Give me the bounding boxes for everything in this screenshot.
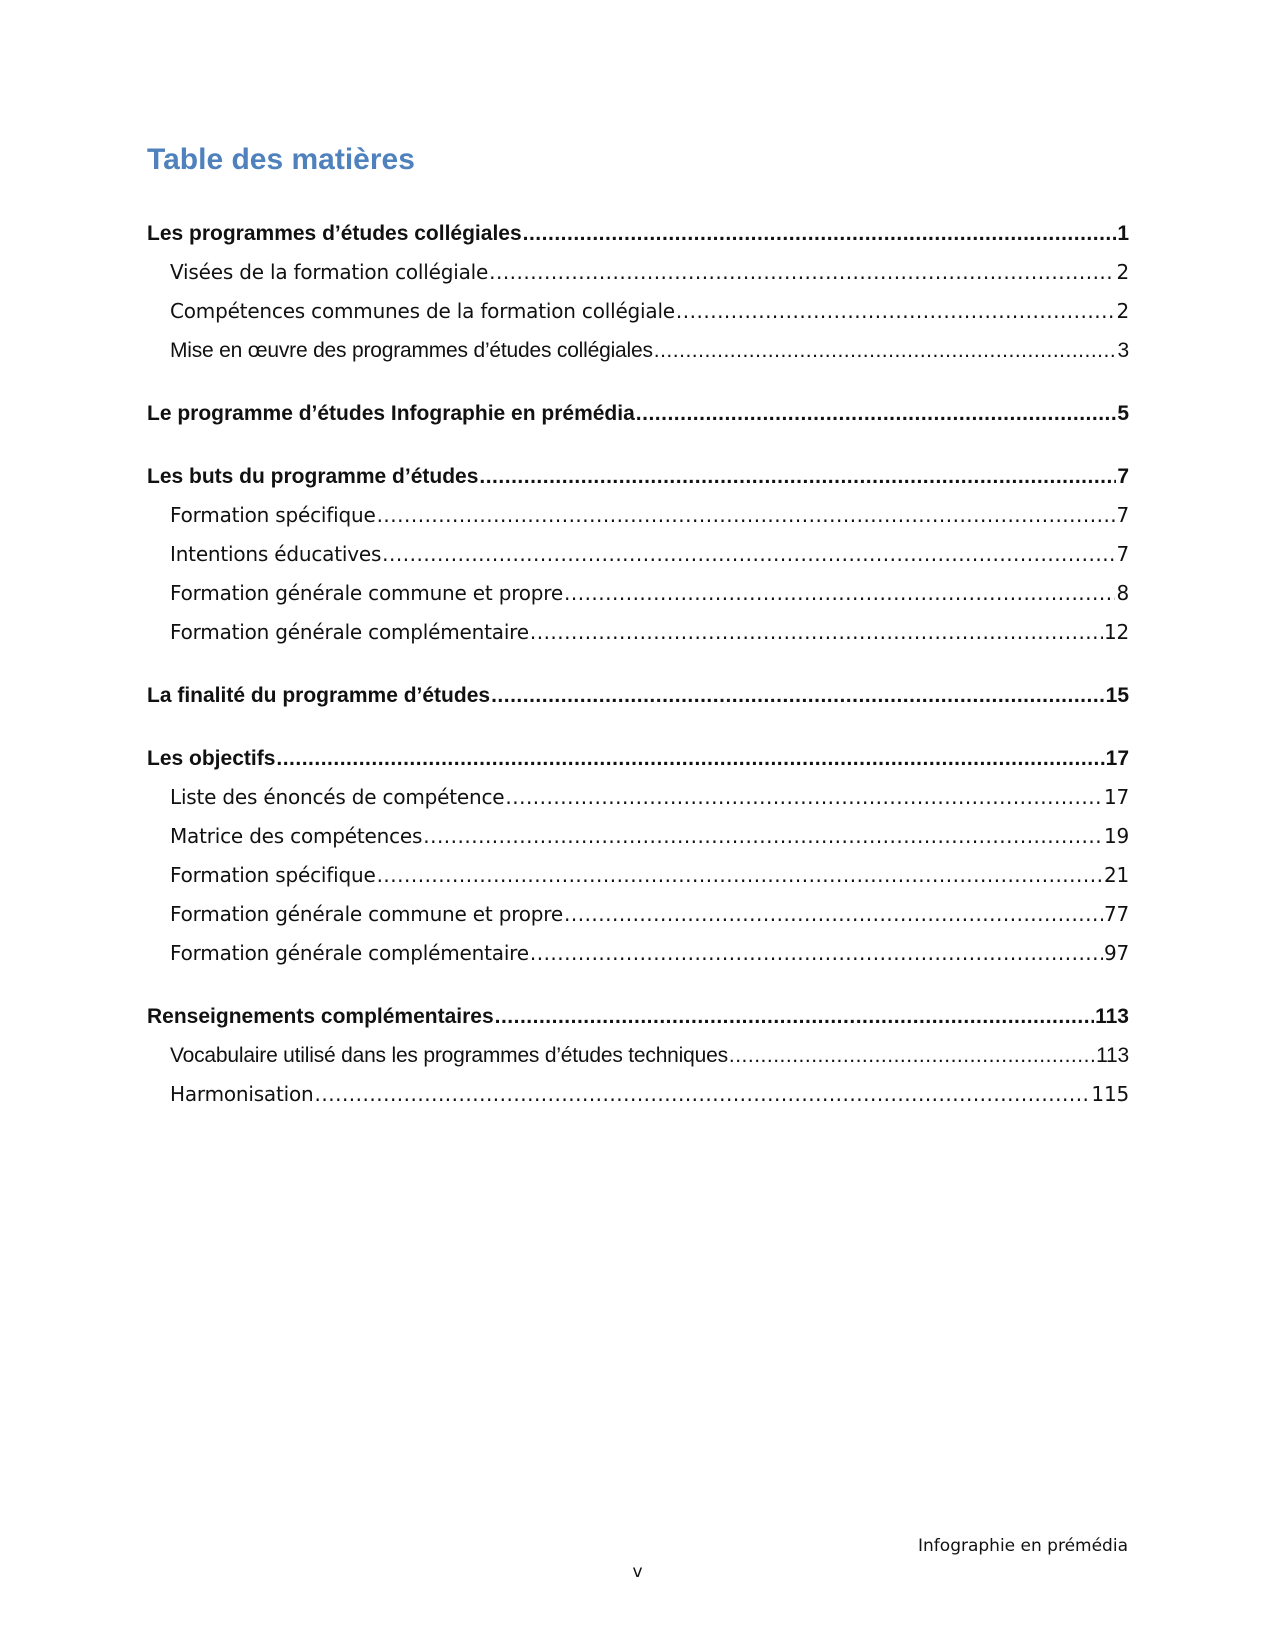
toc-entry-label: Harmonisation: [170, 1075, 314, 1114]
toc-entry-programme-infographie[interactable]: [147, 394, 1129, 433]
toc-entry-page: 3: [1118, 331, 1129, 370]
toc-leader-dots: [382, 535, 1115, 574]
toc-entry-page: 115: [1091, 1075, 1129, 1114]
toc-entry-label: Formation spécifique: [170, 496, 376, 535]
toc-leader-dots: [564, 895, 1103, 934]
toc-entry-competences-communes[interactable]: [147, 292, 1129, 331]
toc-entry-page: 97: [1104, 934, 1129, 973]
toc-entry-page: 17: [1104, 778, 1129, 817]
toc-leader-dots: [377, 856, 1103, 895]
toc-entry-intentions-educatives[interactable]: [147, 535, 1129, 574]
toc-entry-label: Le programme d’études Infographie en prémédia: [147, 394, 635, 433]
toc-entry-label: Formation générale commune et propre: [170, 574, 563, 613]
toc-entry-page: 17: [1106, 739, 1129, 778]
toc-entry-page: 113: [1095, 997, 1129, 1036]
toc-entry-objectifs[interactable]: [147, 739, 1129, 778]
toc-entry-page: 15: [1106, 676, 1129, 715]
toc-leader-dots: [530, 934, 1103, 973]
toc-entry-liste-enonces[interactable]: [147, 778, 1129, 817]
toc-entry-formation-specifique-objectifs[interactable]: [147, 856, 1129, 895]
toc-entry-label: Matrice des compétences: [170, 817, 422, 856]
toc-entry-label: Les objectifs: [147, 739, 275, 778]
toc-entry-harmonisation[interactable]: [147, 1075, 1129, 1114]
page-number: v: [632, 1562, 643, 1582]
toc-leader-dots: [530, 613, 1103, 652]
toc-leader-dots: [315, 1075, 1091, 1114]
toc-entry-matrice-competences[interactable]: [147, 817, 1129, 856]
toc-leader-dots: [676, 292, 1116, 331]
toc-entry-label: Compétences communes de la formation collégiale: [170, 292, 675, 331]
toc-entry-label: Formation générale complémentaire: [170, 934, 529, 973]
toc-entry-formation-generale-complementaire[interactable]: [147, 613, 1129, 652]
toc-leader-dots: [523, 214, 1117, 253]
toc-entry-page: 77: [1104, 895, 1129, 934]
toc-leader-dots: [423, 817, 1103, 856]
toc-entry-page: 8: [1116, 574, 1129, 613]
toc-leader-dots: [489, 253, 1115, 292]
toc-entry-page: 7: [1117, 457, 1129, 496]
toc-entry-finalite-programme[interactable]: [147, 676, 1129, 715]
toc-entry-formation-generale-complementaire-objectifs[interactable]: [147, 934, 1129, 973]
toc-entry-page: 1: [1117, 214, 1129, 253]
footer-document-title: Infographie en prémédia: [918, 1536, 1128, 1556]
toc-entry-page: 2: [1116, 292, 1129, 331]
toc-entry-label: Formation générale complémentaire: [170, 613, 529, 652]
toc-entry-page: 19: [1104, 817, 1129, 856]
toc-entry-label: Formation générale commune et propre: [170, 895, 563, 934]
toc-entry-formation-generale-commune[interactable]: [147, 574, 1129, 613]
toc-entry-label: Mise en œuvre des programmes d’études collégiales: [170, 331, 653, 370]
toc-entry-label: Formation spécifique: [170, 856, 376, 895]
toc-leader-dots: [729, 1036, 1095, 1075]
toc-entry-label: Liste des énoncés de compétence: [170, 778, 504, 817]
toc-entry-visees-formation[interactable]: [147, 253, 1129, 292]
toc-entry-label: La finalité du programme d’études: [147, 676, 490, 715]
toc-entry-label: Visées de la formation collégiale: [170, 253, 488, 292]
toc-leader-dots: [479, 457, 1116, 496]
toc-entry-formation-generale-commune-objectifs[interactable]: [147, 895, 1129, 934]
toc-entry-buts-programme[interactable]: [147, 457, 1129, 496]
toc-entry-page: 7: [1116, 535, 1129, 574]
toc-entry-page: 12: [1104, 613, 1129, 652]
toc-entry-label: Les programmes d’études collégiales: [147, 214, 522, 253]
toc-entry-page: 113: [1096, 1036, 1129, 1075]
toc-leader-dots: [495, 997, 1094, 1036]
toc-entry-page: 21: [1104, 856, 1129, 895]
toc-entry-page: 7: [1116, 496, 1129, 535]
page-title: Table des matières: [147, 143, 415, 176]
table-of-contents: [147, 214, 1129, 1114]
toc-entry-label: Renseignements complémentaires: [147, 997, 494, 1036]
toc-leader-dots: [491, 676, 1105, 715]
toc-entry-page: 2: [1116, 253, 1129, 292]
toc-entry-programmes-etudes-collegiales[interactable]: [147, 214, 1129, 253]
toc-leader-dots: [505, 778, 1103, 817]
toc-entry-label: Vocabulaire utilisé dans les programmes d’études techniques: [170, 1036, 728, 1075]
toc-entry-renseignements-complementaires[interactable]: [147, 997, 1129, 1036]
toc-leader-dots: [377, 496, 1116, 535]
toc-entry-page: 5: [1117, 394, 1129, 433]
toc-leader-dots: [654, 331, 1117, 370]
toc-entry-label: Les buts du programme d’études: [147, 457, 478, 496]
toc-leader-dots: [276, 739, 1104, 778]
toc-entry-mise-en-oeuvre[interactable]: [147, 331, 1129, 370]
toc-entry-vocabulaire[interactable]: [147, 1036, 1129, 1075]
toc-entry-formation-specifique[interactable]: [147, 496, 1129, 535]
toc-leader-dots: [564, 574, 1115, 613]
toc-leader-dots: [636, 394, 1117, 433]
toc-entry-label: Intentions éducatives: [170, 535, 381, 574]
